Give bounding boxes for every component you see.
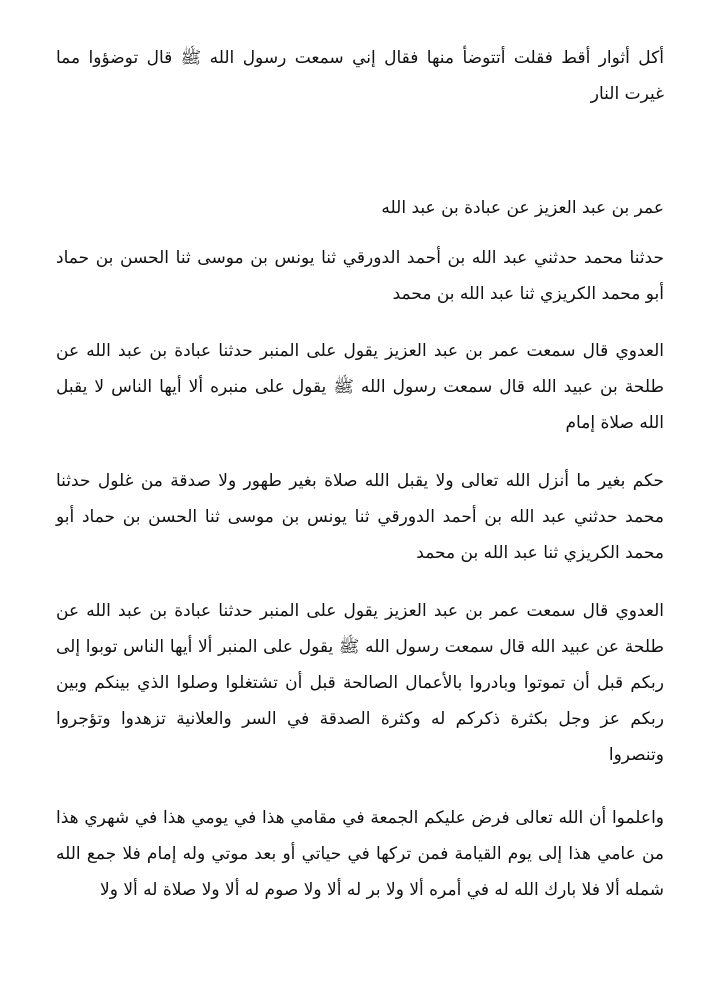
paragraph-6: العدوي قال سمعت عمر بن عبد العزيز يقول على المنبر حدثنا عبادة بن عبد الله عن طلحة عن عبيد الله قال سمعت رسول الله ﷺ يقول على المنبر ألا أيها الناس توبوا إلى ربكم قبل أن تموتوا وبادروا بالأعمال الصالحة قبل أن تشتغلوا وصلوا الذي بينكم وبين ربكم عز وجل بكثرة ذكركم له وكثرة الصدقة في السر والعلانية تزهدوا وتؤجروا وتنصروا	[56, 601, 664, 765]
paragraph-3: حدثنا محمد حدثني عبد الله بن أحمد الدورقي ثنا يونس بن موسى ثنا الحسن بن حماد أبو محمد الكريزي ثنا عبد الله بن محمد	[56, 248, 664, 304]
paragraph-1: أكل أثوار أقط فقلت أتتوضأ منها فقال إني سمعت رسول الله ﷺ قال توضؤوا مما غيرت النار	[56, 48, 664, 104]
paragraph-5: حكم بغير ما أنزل الله تعالى ولا يقبل الله صلاة بغير طهور ولا صدقة من غلول حدثنا محمد حدثني عبد الله بن أحمد الدورقي ثنا يونس بن موسى ثنا الحسن بن حماد أبو محمد الكريزي ثنا عبد الله بن محمد	[56, 471, 664, 563]
paragraph-7: واعلموا أن الله تعالى فرض عليكم الجمعة في مقامي هذا في يومي هذا في شهري هذا من عامي هذا إلى يوم القيامة فمن تركها في حياتي أو بعد موتي وله إمام فلا جمع الله شمله ألا فلا بارك الله له في أمره ألا ولا بر له ألا ولا صوم له ألا ولا صلاة له ألا ولا	[56, 808, 664, 900]
paragraph-2: عمر بن عبد العزيز عن عبادة بن عبد الله	[381, 198, 664, 218]
paragraph-4: العدوي قال سمعت عمر بن عبد العزيز يقول على المنبر حدثنا عبادة بن عبد الله عن طلحة بن عبيد الله قال سمعت رسول الله ﷺ يقول على منبره ألا أيها الناس لا يقبل الله صلاة إمام	[56, 341, 664, 433]
